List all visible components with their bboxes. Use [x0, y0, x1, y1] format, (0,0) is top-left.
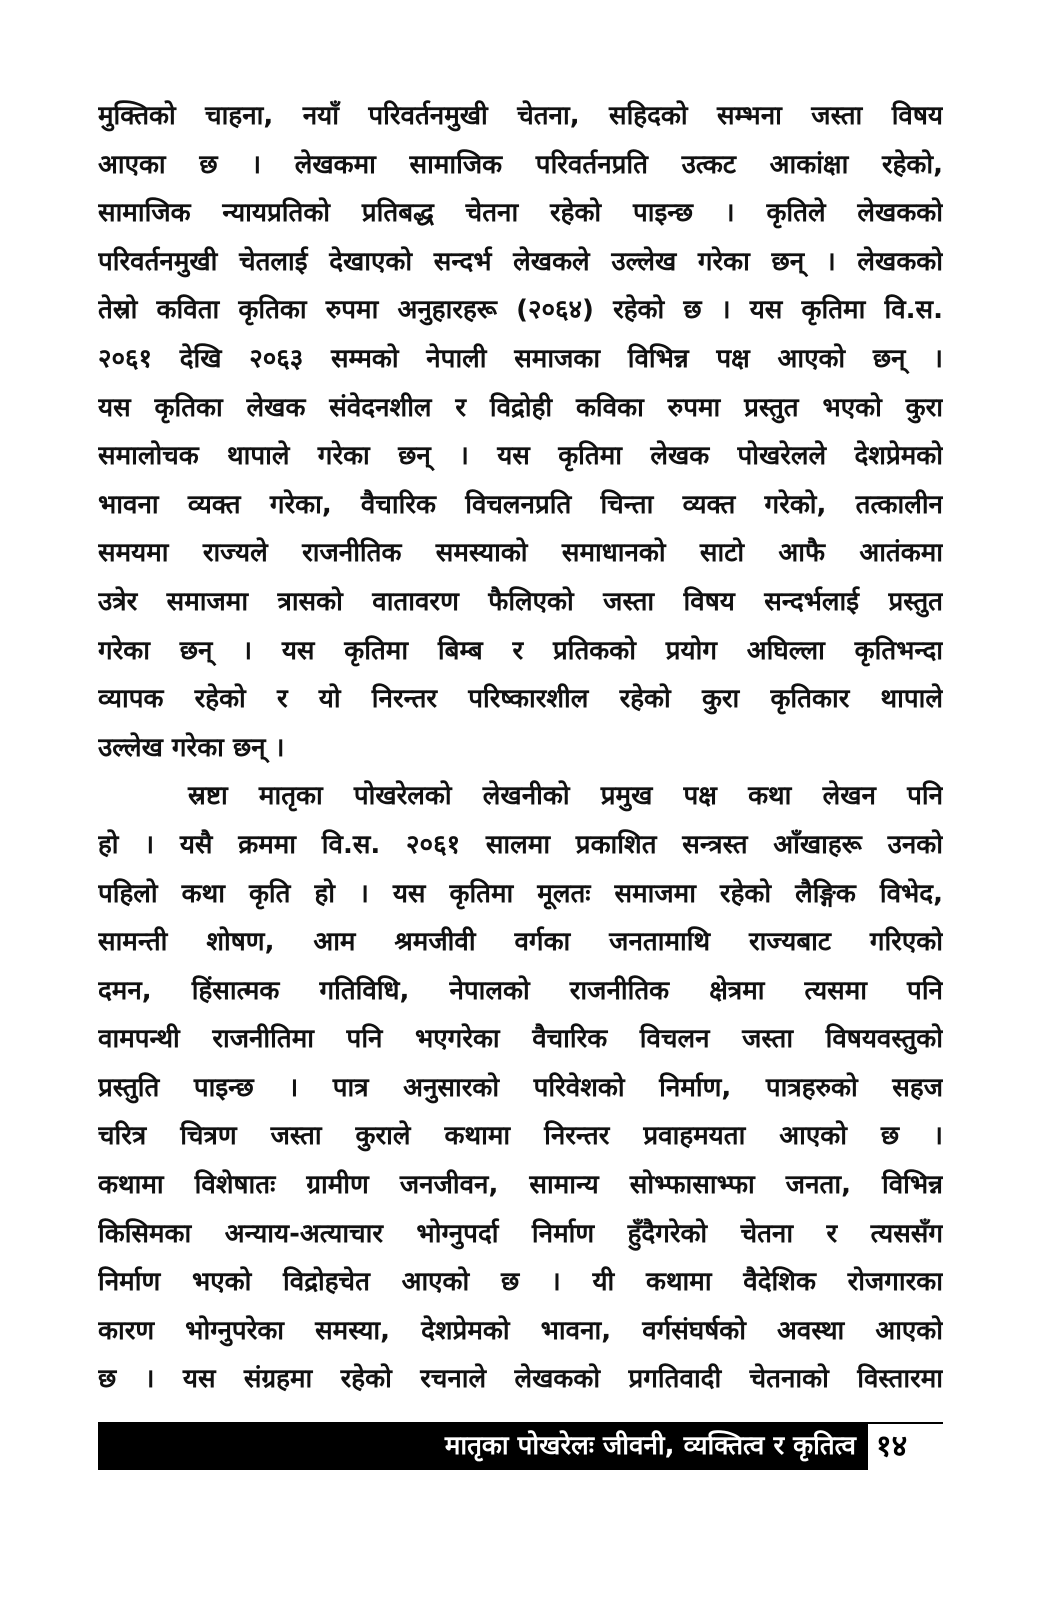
body-text — [98, 92, 943, 1404]
page-footer — [98, 1422, 943, 1470]
text-line: परिवर्तनमुखी चेतलाई देखाएको सन्दर्भ लेखकले उल्लेख गरेका छन् । लेखकको — [98, 246, 943, 277]
text-line: चरित्र चित्रण जस्ता कुराले कथामा निरन्तर प्रवाहमयता आएको छ । — [98, 1121, 943, 1152]
text-line: तेस्रो कविता कृतिका रुपमा अनुहारहरू (२०६४) रहेको छ । यस कृतिमा वि.स. — [98, 295, 943, 326]
text-line: मुक्तिको चाहना, नयाँ परिवर्तनमुखी चेतना, सहिदको सम्भना जस्ता विषय — [98, 101, 943, 131]
text-line: गरेका छन् । यस कृतिमा बिम्ब र प्रतिकको प्रयोग अघिल्ला कृतिभन्दा — [98, 635, 943, 666]
text-line: स्रष्टा मातृका पोखरेलको लेखनीको प्रमुख पक्ष कथा लेखन पनि — [188, 781, 943, 812]
text-line: पहिलो कथा कृति हो । यस कृतिमा मूलतः समाजमा रहेको लैङ्गिक विभेद, — [98, 878, 943, 909]
text-line: व्यापक रहेको र यो निरन्तर परिष्कारशील रहेको कुरा कृतिकार थापाले — [98, 684, 943, 715]
paragraph-2 — [98, 772, 943, 1404]
text-line: उल्लेख गरेका छन् । — [98, 732, 285, 763]
text-line: सामाजिक न्यायप्रतिको प्रतिबद्ध चेतना रहेको पाइन्छ । कृतिले लेखकको — [98, 198, 943, 229]
text-line: आएका छ । लेखकमा सामाजिक परिवर्तनप्रति उत्कट आकांक्षा रहेको, — [98, 149, 943, 180]
text-line: समयमा राज्यले राजनीतिक समस्याको समाधानको साटो आफै आतंकमा — [98, 538, 943, 569]
paragraph-1 — [98, 92, 943, 772]
text-line: कथामा विशेषातः ग्रामीण जनजीवन, सामान्य सोभ्फासाभ्फा जनता, विभिन्न — [98, 1170, 943, 1201]
page-number: १४ — [876, 1429, 908, 1464]
text-line: उत्रेर समाजमा त्रासको वातावरण फैलिएको जस्ता विषय सन्दर्भलाई प्रस्तुत — [98, 586, 943, 617]
text-line: हो । यसै क्रममा वि.स. २०६१ सालमा प्रकाशित सन्त्रस्त आँखाहरू उनको — [98, 829, 943, 860]
text-line: दमन, हिंसात्मक गतिविधि, नेपालको राजनीतिक क्षेत्रमा त्यसमा पनि — [98, 975, 943, 1006]
text-line: निर्माण भएको विद्रोहचेत आएको छ । यी कथामा वैदेशिक रोजगारका — [98, 1267, 943, 1298]
text-line: वामपन्थी राजनीतिमा पनि भएगरेका वैचारिक विचलन जस्ता विषयवस्तुको — [98, 1024, 943, 1055]
text-line: छ । यस संग्रहमा रहेको रचनाले लेखकको प्रगतिवादी चेतनाको विस्तारमा — [98, 1364, 943, 1395]
text-line: प्रस्तुति पाइन्छ । पात्र अनुसारको परिवेशको निर्माण, पात्रहरुको सहज — [98, 1072, 943, 1103]
running-title: मातृका पोखरेलः जीवनी, व्यक्तित्व र कृतित्व — [444, 1431, 856, 1461]
footer-bar — [98, 1422, 868, 1470]
text-line: भावना व्यक्त गरेका, वैचारिक विचलनप्रति चिन्ता व्यक्त गरेको, तत्कालीन — [98, 489, 943, 520]
page-number-box — [868, 1422, 943, 1470]
text-line: यस कृतिका लेखक संवेदनशील र विद्रोही कविका रुपमा प्रस्तुत भएको कुरा — [98, 392, 943, 423]
text-line: कारण भोग्नुपरेका समस्या, देशप्रेमको भावना, वर्गसंघर्षको अवस्था आएको — [98, 1315, 943, 1346]
text-line: सामन्ती शोषण, आम श्रमजीवी वर्गका जनतामाथि राज्यबाट गरिएको — [98, 927, 943, 958]
text-line: समालोचक थापाले गरेका छन् । यस कृतिमा लेखक पोखरेलले देशप्रेमको — [98, 441, 943, 472]
text-line: किसिमका अन्याय-अत्याचार भोग्नुपर्दा निर्माण हुँदैगरेको चेतना र त्यससँग — [98, 1218, 943, 1249]
text-line: २०६१ देखि २०६३ सम्मको नेपाली समाजका विभिन्न पक्ष आएको छन् । — [98, 343, 943, 374]
